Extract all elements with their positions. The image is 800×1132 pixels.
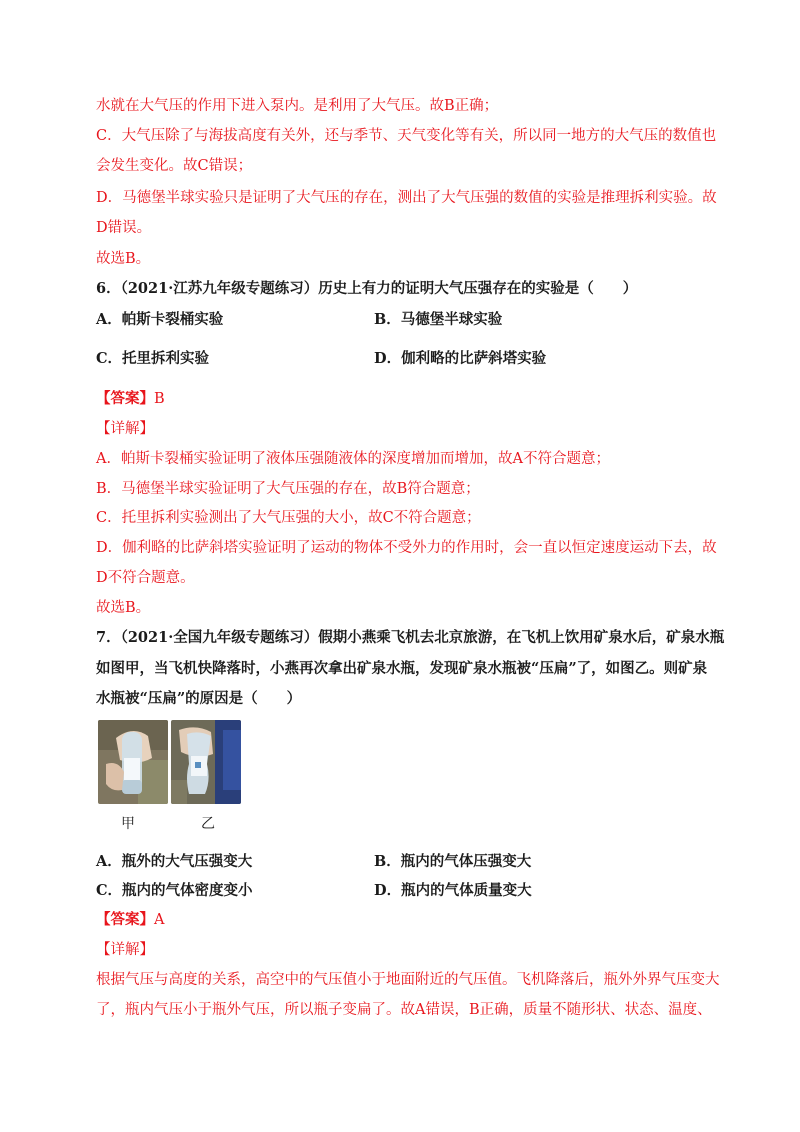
caption-yi: 乙: [201, 816, 215, 832]
q6-option-a: A．帕斯卡裂桶实验: [96, 311, 224, 328]
explain-line: D错误。: [96, 220, 152, 236]
bottle-photo-jia: [98, 720, 168, 804]
explain-line: 会发生变化。故C错误；: [96, 158, 253, 174]
explain-line: D不符合题意。: [96, 570, 195, 586]
question-6-stem: 6．（2021·江苏九年级专题练习）历史上有力的证明大气压强存在的实验是（ ）: [96, 280, 638, 297]
explain-line: C．大气压除了与海拔高度有关外，还与季节、天气变化等有关，所以同一地方的大气压的数值也: [96, 128, 717, 144]
explain-line: 故选B。: [96, 251, 151, 267]
question-7-stem: 7．（2021·全国九年级专题练习）假期小燕乘飞机去北京旅游，在飞机上饮用矿泉水后，矿泉水瓶: [96, 629, 725, 646]
q7-option-b: B．瓶内的气体压强变大: [374, 853, 532, 870]
q7-option-c: C．瓶内的气体密度变小: [96, 882, 253, 899]
caption-jia: 甲: [121, 816, 135, 832]
q7-detail-label: 【详解】: [96, 942, 154, 958]
answer-label: 【答案】: [96, 911, 154, 928]
answer-label: 【答案】: [96, 390, 154, 407]
q7-option-d: D．瓶内的气体质量变大: [374, 882, 532, 899]
answer-value: B: [154, 391, 165, 407]
q6-option-b: B．马德堡半球实验: [374, 311, 503, 328]
answer-value: A: [154, 912, 165, 928]
explain-line: D．马德堡半球实验只是证明了大气压的存在，测出了大气压强的数值的实验是推理拆利实验。故: [96, 190, 717, 206]
bottle-photo-yi: [171, 720, 241, 804]
explain-line: A．帕斯卡裂桶实验证明了液体压强随液体的深度增加而增加，故A不符合题意；: [96, 451, 610, 467]
explain-line: D．伽利略的比萨斜塔实验证明了运动的物体不受外力的作用时，会一直以恒定速度运动下去，故: [96, 540, 717, 556]
explain-line: 了，瓶内气压小于瓶外气压，所以瓶子变扁了。故A错误，B正确，质量不随形状、状态、温度、: [96, 1002, 712, 1018]
q6-detail-label: 【详解】: [96, 421, 154, 437]
question-7-stem: 如图甲，当飞机快降落时，小燕再次拿出矿泉水瓶，发现矿泉水瓶被“压扁”了，如图乙。则矿泉: [96, 660, 708, 677]
explain-line: B．马德堡半球实验证明了大气压强的存在，故B符合题意；: [96, 481, 480, 497]
explain-line: 水就在大气压的作用下进入泵内。是利用了大气压。故B正确；: [96, 98, 499, 114]
q7-answer: [96, 910, 704, 930]
q6-option-c: C．托里拆利实验: [96, 350, 210, 367]
q6-option-d: D．伽利略的比萨斜塔实验: [374, 350, 547, 367]
explain-line: 根据气压与高度的关系，高空中的气压值小于地面附近的气压值。飞机降落后，瓶外外界气压变大: [96, 972, 720, 988]
q6-answer: [96, 389, 704, 409]
q7-option-a: A．瓶外的大气压强变大: [96, 853, 253, 870]
explain-line: C．托里拆利实验测出了大气压强的大小，故C不符合题意；: [96, 510, 481, 526]
explain-line: 故选B。: [96, 600, 151, 616]
question-7-stem: 水瓶被“压扁”的原因是（ ）: [96, 690, 302, 707]
